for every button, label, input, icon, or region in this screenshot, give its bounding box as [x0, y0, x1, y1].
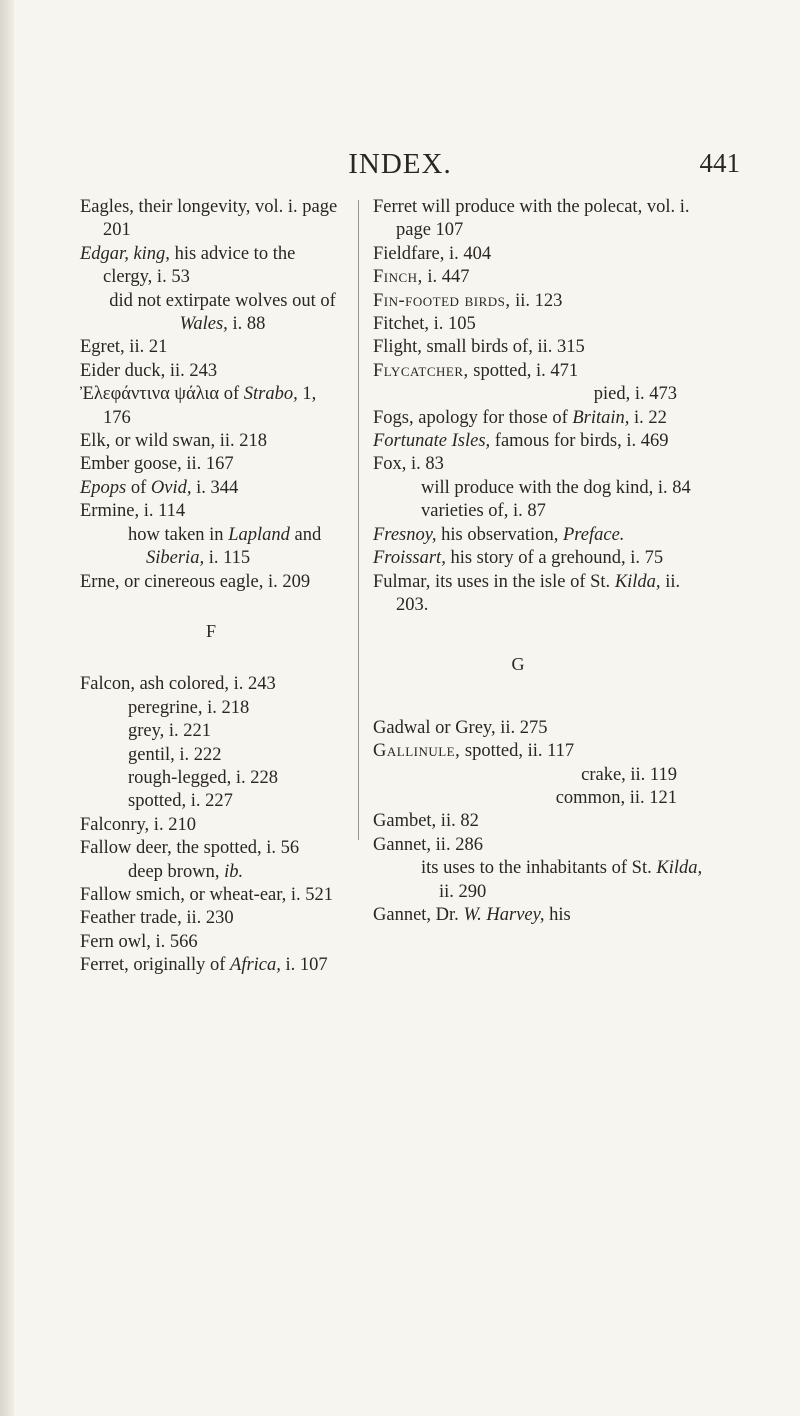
entry-text: Flight, small birds of, ii. 315 [373, 337, 585, 358]
entry-text: varieties of, i. 87 [421, 501, 546, 522]
index-entry [373, 290, 703, 313]
entry-text: Eagles, their longevity, vol. i. page 201 [80, 197, 338, 241]
index-entry [373, 571, 703, 618]
entry-text: Gannet, ii. 286 [373, 834, 483, 855]
entry-text: ii. 203. [396, 571, 681, 615]
entry-text: i. 447 [422, 267, 470, 288]
entry-text: ib. [224, 861, 244, 882]
entry-text: Fresnoy, [373, 524, 437, 545]
index-entry [373, 266, 703, 289]
entry-text: Gambet, ii. 82 [373, 811, 479, 832]
entry-text: Kilda, [614, 571, 661, 592]
index-subentry [373, 477, 703, 500]
entry-text: his advice to the clergy, i. 53 [103, 243, 296, 288]
entry-text: Eider duck, ii. 243 [80, 360, 218, 381]
index-entry [80, 430, 342, 453]
index-entry [373, 740, 703, 763]
index-entry [80, 814, 342, 837]
index-entry [80, 243, 342, 290]
entry-text: Fitchet, i. 105 [373, 314, 476, 335]
index-entry [80, 196, 342, 243]
index-entry [80, 383, 342, 430]
entry-text: i. 107 [280, 955, 328, 976]
entry-text: ii. 290 [439, 881, 487, 902]
index-entry [373, 547, 703, 570]
entry-text: of [126, 477, 151, 498]
page-number: 441 [699, 148, 740, 178]
index-column-right [373, 196, 703, 927]
entry-text: gentil, i. 222 [128, 744, 222, 765]
entry-text: spotted, ii. 117 [460, 741, 575, 762]
entry-text: will produce with the dog kind, i. 84 [421, 477, 691, 498]
entry-text: Ferret, originally of [80, 955, 231, 976]
entry-text: Elk, or wild swan, ii. 218 [80, 431, 268, 452]
index-subentry [373, 500, 703, 523]
entry-text: spotted, i. 471 [468, 360, 579, 381]
index-entry [80, 571, 342, 594]
entry-text: Britain, [572, 407, 630, 428]
entry-text: Fern owl, i. 566 [80, 931, 198, 952]
index-entry [80, 360, 342, 383]
index-entry [80, 477, 342, 500]
entry-text: Fulmar, its uses in the isle of St. [373, 571, 615, 592]
index-entry [373, 196, 703, 243]
entry-text: Strabo, [243, 384, 298, 405]
entry-text: did not extirpate wolves out of [109, 290, 336, 311]
entry-text: common, ii. 121 [555, 787, 677, 808]
index-subentry [80, 861, 342, 884]
entry-text: Ferret will produce with the polecat, vol. i. page 107 [373, 197, 690, 241]
index-column-left [80, 196, 342, 978]
entry-text: spotted, i. 227 [128, 791, 233, 812]
index-entry [80, 954, 342, 977]
entry-text: crake, ii. 119 [581, 764, 677, 785]
entry-text: Froissart, [373, 548, 446, 569]
index-entry [373, 717, 703, 740]
entry-text: Africa, [230, 955, 281, 976]
entry-text: its uses to the inhabitants of St. [421, 858, 657, 879]
index-subentry [80, 744, 342, 767]
entry-text: Falcon, ash colored, i. 243 [80, 674, 276, 695]
index-subentry [80, 790, 342, 813]
index-subentry [80, 767, 342, 790]
entry-text: Erne, or cinereous eagle, i. 209 [80, 571, 311, 592]
index-entry [373, 453, 703, 476]
entry-text: Fox, i. 83 [373, 454, 444, 475]
entry-text: Gannet, Dr. [373, 904, 464, 925]
entry-text: grey, i. 221 [128, 721, 212, 742]
index-entry [373, 834, 703, 857]
index-subentry [373, 764, 703, 787]
index-entry [80, 931, 342, 954]
entry-text: Finch, [373, 267, 423, 288]
index-subentry [80, 290, 342, 337]
entry-text: Edgar, king, [80, 243, 170, 264]
entry-text: ii. 123 [510, 290, 563, 311]
entry-text: his story of a grehound, i. 75 [445, 548, 664, 569]
entry-text: Gallinule, [373, 741, 461, 762]
entry-text: Fallow deer, the spotted, i. 56 [80, 838, 300, 859]
entry-text: Fogs, apology for those of [373, 407, 573, 428]
index-entry [373, 904, 703, 927]
index-entry [80, 907, 342, 930]
entry-text: Ovid, [150, 477, 192, 498]
entry-text: peregrine, i. 218 [128, 697, 250, 718]
index-entry [80, 453, 342, 476]
entry-text: Wales, [179, 314, 228, 335]
entry-text: i. 88 [227, 314, 266, 335]
entry-text: of [219, 384, 244, 405]
entry-text: deep brown, [128, 861, 225, 882]
entry-text: W. Harvey, [463, 904, 545, 925]
index-subentry [373, 787, 703, 810]
entry-text: Kilda, [656, 858, 703, 879]
page-header [0, 140, 800, 190]
entry-text: Fallow smich, or wheat-ear, i. 521 [80, 884, 334, 905]
index-entry [373, 360, 703, 383]
index-entry [373, 243, 703, 266]
index-entry [80, 500, 342, 523]
entry-text: how taken in [128, 524, 229, 545]
entry-text: his observation, [436, 524, 563, 545]
index-entry [80, 884, 342, 907]
index-subentry [80, 720, 342, 743]
section-letter [373, 653, 703, 676]
index-subentry [80, 524, 342, 571]
entry-text: Siberia, [146, 548, 205, 569]
column-divider [358, 200, 359, 840]
entry-text: Gadwal or Grey, ii. 275 [373, 717, 548, 738]
index-entry [373, 313, 703, 336]
index-subentry [373, 857, 703, 904]
entry-text: 1, 176 [103, 384, 317, 428]
entry-text: Ember goose, ii. 167 [80, 454, 234, 475]
index-entry [373, 407, 703, 430]
section-letter [80, 620, 342, 643]
entry-text: F [205, 620, 216, 641]
index-entry [373, 430, 703, 453]
entry-text: G [511, 654, 525, 675]
index-entry [80, 837, 342, 860]
entry-text: Feather trade, ii. 230 [80, 908, 234, 929]
entry-text: rough-legged, i. 228 [128, 767, 279, 788]
index-entry [373, 524, 703, 547]
index-entry [80, 673, 342, 696]
index-subentry [80, 697, 342, 720]
entry-text: Fieldfare, i. 404 [373, 243, 492, 264]
entry-text: i. 344 [191, 477, 239, 498]
entry-text: and [289, 524, 322, 545]
entry-text: Epops [80, 477, 127, 498]
entry-text: pied, i. 473 [593, 384, 677, 405]
index-entry [373, 810, 703, 833]
entry-text: Falconry, i. 210 [80, 814, 196, 835]
entry-text: Fortunate Isles, [373, 431, 491, 452]
page-edge [0, 0, 14, 1416]
entry-text: i. 115 [204, 548, 251, 569]
index-entry [80, 336, 342, 359]
entry-text: Fin-footed birds, [373, 290, 511, 311]
entry-text: Flycatcher, [373, 360, 469, 381]
page-title: INDEX. [348, 148, 452, 180]
entry-text: i. 22 [629, 407, 667, 428]
entry-text: his [544, 904, 571, 925]
index-subentry [373, 383, 703, 406]
entry-text: Egret, ii. 21 [80, 337, 168, 358]
entry-text: famous for birds, i. 469 [490, 431, 669, 452]
entry-text: Ermine, i. 114 [80, 501, 186, 522]
entry-text: Ἐλεφάντινα ψάλια [80, 384, 220, 405]
entry-text: Preface. [562, 524, 625, 545]
entry-text: Lapland [228, 524, 290, 545]
index-entry [373, 336, 703, 359]
